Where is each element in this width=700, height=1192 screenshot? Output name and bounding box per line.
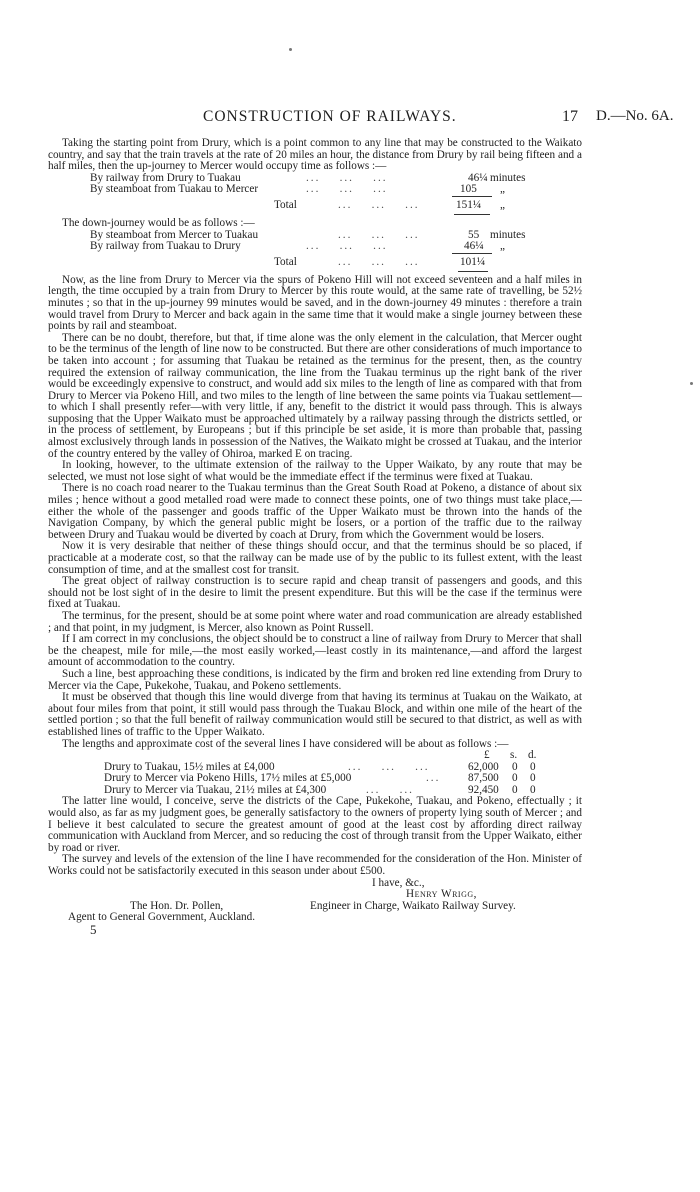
page-number: 17 (562, 108, 578, 125)
cost-label: Drury to Mercer via Tuakau, 21½ miles at £4,300 (104, 783, 327, 796)
row-unit: minutes (490, 171, 526, 184)
footer-row (48, 924, 582, 938)
cost-shillings: 0 (512, 772, 518, 785)
leader-dots: ... ... ... (338, 255, 420, 268)
sum-rule (452, 253, 492, 254)
row-value: 105 (460, 183, 477, 196)
total-label: Total (274, 255, 297, 268)
body-paragraph-7: The terminus, for the present, should be at some point where water and road communication are already established ; and that point, in my judgment, is Mercer, also known as Point Russell. (48, 609, 582, 634)
pence-header: d. (528, 749, 537, 762)
pounds-header: £ (484, 749, 490, 762)
down-intro: The down-journey would be as follows :— (62, 216, 255, 229)
cost-shillings: 0 (512, 760, 518, 773)
row-unit: „ (500, 183, 505, 196)
row-label: By railway from Drury to Tuakau (90, 171, 241, 184)
page-header (0, 108, 700, 128)
addressee-row (48, 912, 582, 924)
addressee-title: Agent to General Government, Auckland. (68, 911, 256, 924)
total-value: 101¼ (460, 255, 486, 268)
cost-label: Drury to Mercer via Pokeno Hills, 17½ miles at £5,000 (104, 772, 352, 785)
body-paragraph-3: In looking, however, to the ultimate extension of the railway to the Upper Waikato, by any route that may be selected, we must not lose sight of what would be the immediate effect if the terminus were fixed at Tuakau. (48, 459, 582, 483)
cost-row-3 (48, 785, 582, 797)
row-unit: „ (500, 240, 505, 253)
body-paragraph-10: It must be observed that though this line would diverge from that having its terminus at Tuakau on the Waikato, at about four miles from that point, it still would pass through the Tuakau Block, and within one mile of the heart of the settled portion ; so that the full benefit of railway communication would still be secured to that district, as well as with established lines of traffic to the Upper Waikato. (48, 691, 582, 738)
up-journey-total (48, 200, 582, 220)
closing-paragraph-2: The survey and levels of the extension of the line I have recommended for the consideration of the Hon. Minister of Works could not be satisfactorily executed in this season under about £500. (48, 853, 582, 878)
body-paragraph-5: Now it is very desirable that neither of these things should occur, and that the terminus should be so placed, if practicable at a moderate cost, so that the railway can be made use of by the public to its fullest extent, with the least consumption of time, and at the smallest cost for transit. (48, 540, 582, 576)
row-value: 46¼ (468, 171, 488, 184)
document-reference: D.—No. 6A. (596, 108, 674, 124)
intro-paragraph: Taking the starting point from Drury, which is a point common to any line that may be constructed to the Waikato country, and say that the train travels at the rate of 20 miles an hour, the distance from Drury by rail being fifteen and a half miles, then the up-journey to Mercer would occupy time as follows :— (48, 137, 582, 173)
signature-number: 5 (90, 922, 97, 937)
cost-pence: 0 (530, 760, 536, 773)
total-unit: „ (500, 198, 505, 211)
cost-table-header (48, 750, 582, 762)
body-paragraph-9: Such a line, best approaching these conditions, is indicated by the firm and broken red line extending from Drury to Mercer via the Cape, Pukekohe, Tuakau, and Pokeno settlements. (48, 667, 582, 692)
row-label: By steamboat from Mercer to Tuakau (90, 228, 259, 241)
cost-label: Drury to Tuakau, 15½ miles at £4,000 (104, 760, 275, 773)
body-paragraph-1: Now, as the line from Drury to Mercer via the spurs of Pokeno Hill will not exceed seventeen and a half miles in length, the time occupied by a train from Drury to Mercer by this route would, at the same rate of travelling, be 52½ minutes ; so that in the up-journey 99 minutes would be saved, and in the down-journey 49 minutes : therefore a train would travel from Drury to Mercer and back again in the same time that it would make a single journey between these points by rail and steamboat. (48, 273, 582, 333)
leader-dots: ... ... ... (306, 183, 388, 196)
signoff-closing: I have, &c., (372, 876, 425, 889)
row-label: By railway from Tuakau to Drury (90, 240, 241, 253)
leader-dots: ... ... ... (348, 760, 430, 773)
document-body (48, 138, 582, 938)
row-unit: minutes (490, 228, 526, 241)
cost-pounds: 87,500 (468, 772, 499, 785)
shillings-header: s. (510, 749, 518, 762)
row-label: By steamboat from Tuakau to Mercer (90, 183, 259, 196)
row-value: 55 (468, 228, 480, 241)
down-journey-total (48, 257, 582, 279)
signatory-title: Engineer in Charge, Waikato Railway Survey. (310, 899, 516, 912)
scan-speck (289, 48, 292, 51)
down-journey-row-2 (48, 241, 582, 253)
total-value: 151¼ (456, 198, 482, 211)
body-paragraph-4: There is no coach road nearer to the Tuakau terminus than the Great South Road at Pokeno, a distance of about six miles ; hence without a good metalled road were made to connect these points, one of two things must take place,—either the whole of the passenger and goods traffic of the Upper Waikato must be thrown into the hands of the Navigation Company, by which the general public might be losers, or a portion of the traffic due to the railway between Drury and Tuakau would be diverted by coach at Drury, from which the Government would be losers. (48, 482, 582, 541)
body-paragraph-6: The great object of railway construction is to secure rapid and cheap transit of passengers and goods, and this should not be lost sight of in the desire to limit the present expenditure. But this will be the case if the terminus were fixed at Tuakau. (48, 575, 582, 611)
total-rule (454, 214, 490, 215)
body-paragraph-8: If I am correct in my conclusions, the object should be to construct a line of railway from Drury to Mercer that shall be the cheapest, mile for mile,—the most easily worked,—least costly in its maintenance,—and afford the largest amount of accommodation to the country. (48, 633, 582, 669)
addressee: The Hon. Dr. Pollen, (130, 899, 224, 912)
scan-speck (690, 382, 693, 385)
body-paragraph-11: The lengths and approximate cost of the several lines I have considered will be about as follows :— (62, 737, 509, 750)
signoff-name: Henry Wrigg, (406, 888, 477, 901)
closing-paragraph-1: The latter line would, I conceive, serve the districts of the Cape, Pukekohe, Tuakau, and Pokeno, effectually ; it would also, as far as my judgment goes, be generally satisfactory to the owners of property lying south of Mercer ; and I believe it best calculated to secure the greatest amount of good at the least cost by affording direct railway communication with Auckland from Mercer, and so reducing the cost of through transit from the Upper Waikato, either by road or river. (48, 795, 582, 854)
total-rule (458, 271, 488, 272)
up-journey-row-2 (48, 184, 582, 196)
cost-shillings: 0 (512, 783, 518, 796)
cost-pence: 0 (530, 772, 536, 785)
leader-dots: ... ... (366, 783, 414, 796)
cost-pounds: 92,450 (468, 783, 499, 796)
cost-pence: 0 (530, 783, 536, 796)
cost-pounds: 62,000 (468, 760, 499, 773)
body-paragraph-2: There can be no doubt, therefore, but that, if time alone was the only element in the calculation, that Mercer ought to be the terminus of the length of line now to be constructed. But there are other considerations of much importance to be taken into account ; for assuming that Tuakau be retained as the terminus for the present, then, as the country required the extension of railway communication, the line from the Tuakau terminus up the right bank of the river would be exceedingly expensive to construct, and would add six miles to the length of line as compared with that from Drury to Mercer via Pokeno Hill, and two miles to the length of line between the same points via Tuakau settlement—to which I shall presently refer—with very little, if any, benefit to the district it would pass through. This is always supposing that the Upper Waikato must be approached ultimately by a railway passing through the districts settled, or in the process of settlement, by Europeans ; but if this principle be set aside, it is more than probable that, passing almost exclusively through lands in possession of the Natives, the Waikato might be crossed at Tuakau, and the interior of the country entered by the valley of Ohiroa, marked E on tracing. (48, 331, 582, 460)
total-label: Total (274, 198, 297, 211)
sum-rule (452, 196, 492, 197)
running-title: CONSTRUCTION OF RAILWAYS. (203, 108, 457, 125)
row-value: 46¼ (464, 240, 484, 253)
leader-dots: ... ... ... (338, 198, 420, 211)
leader-dots: ... ... ... (306, 240, 388, 253)
leader-dots: ... ... ... (306, 171, 388, 184)
leader-dots: ... (426, 772, 441, 785)
leader-dots: ... ... ... (338, 228, 420, 241)
